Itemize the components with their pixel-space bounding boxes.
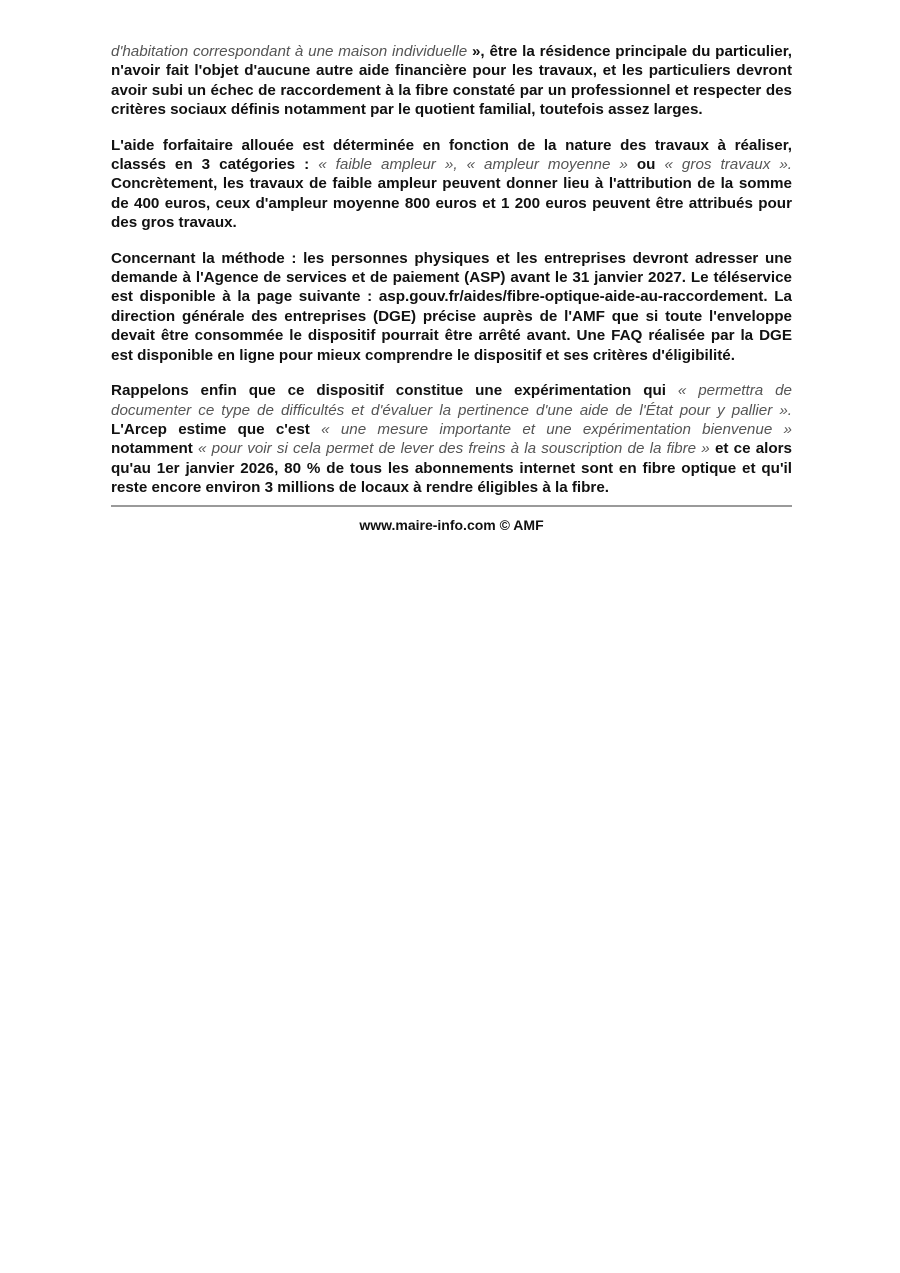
footer-credit: www.maire-info.com © AMF (359, 517, 544, 533)
paragraph-method (111, 249, 792, 365)
paragraph-text: », être la résidence principale du particulier, n'avoir fait l'objet d'aucune autre aide financière pour les travaux, et les particuliers devront avoir subi un échec de raccordement à la fibre constaté par un professionnel et respecter des critères sociaux définis notamment par le quotient familial, toutefois assez larges. (111, 43, 792, 119)
paragraph-aid-amounts (111, 136, 792, 233)
paragraph-text: notamment (111, 440, 199, 458)
quote-categories: « faible ampleur », « ampleur moyenne » (318, 156, 628, 174)
paragraph-text: L'aide forfaitaire allouée est déterminée en fonction de la nature des travaux à réaliser, classés en 3 catégories : (111, 136, 792, 174)
paragraph-conclusion (111, 381, 792, 497)
quote-fragment: d'habitation correspondant à une maison individuelle (111, 43, 468, 60)
paragraph-eligibility (111, 42, 792, 120)
paragraph-text: Rappelons enfin que ce dispositif constitue une expérimentation qui (111, 382, 678, 400)
paragraph-text: Concernant la méthode : les personnes physiques et les entreprises devront adresser une demande à l'Agence de services et de paiement (ASP) avant le 31 janvier 2027. Le téléservice est disponible à la page suivante : asp.gouv.fr/aides/fibre-optique-aide-au-raccordement. La direction générale des entreprises (DGE) précise auprès de l'AMF que si toute l'enveloppe devait être consommée le dispositif pourrait être arrêté avant. Une FAQ réalisée par la DGE est disponible en ligne pour mieux comprendre le dispositif et ses critères d'éligibilité. (111, 249, 792, 364)
quote-experimentation: « permettra de documenter ce type de difficultés et d'évaluer la pertinence d'une aide de l'État pour y pallier ». (111, 382, 792, 419)
article-body (111, 42, 792, 514)
paragraph-text: et ce alors qu'au 1er janvier 2026, 80 % de tous les abonnements internet sont en fibre optique et qu'il reste encore environ 3 millions de locaux à rendre éligibles à la fibre. (111, 440, 793, 497)
paragraph-text: L'Arcep estime que c'est (111, 420, 322, 438)
paragraph-text: Concrètement, les travaux de faible ampleur peuvent donner lieu à l'attribution de la somme de 400 euros, ceux d'ampleur moyenne 800 euros et 1 200 euros peuvent être attribués pour des gros travaux. (111, 175, 792, 232)
paragraph-text: ou (627, 156, 665, 174)
quote-gros-travaux: « gros travaux ». (664, 156, 792, 174)
quote-freins: « pour voir si cela permet de lever des freins à la souscription de la fibre » (198, 440, 710, 458)
quote-arcep: « une mesure importante et une expérimentation bienvenue » (321, 420, 792, 438)
footer-divider (111, 505, 792, 507)
